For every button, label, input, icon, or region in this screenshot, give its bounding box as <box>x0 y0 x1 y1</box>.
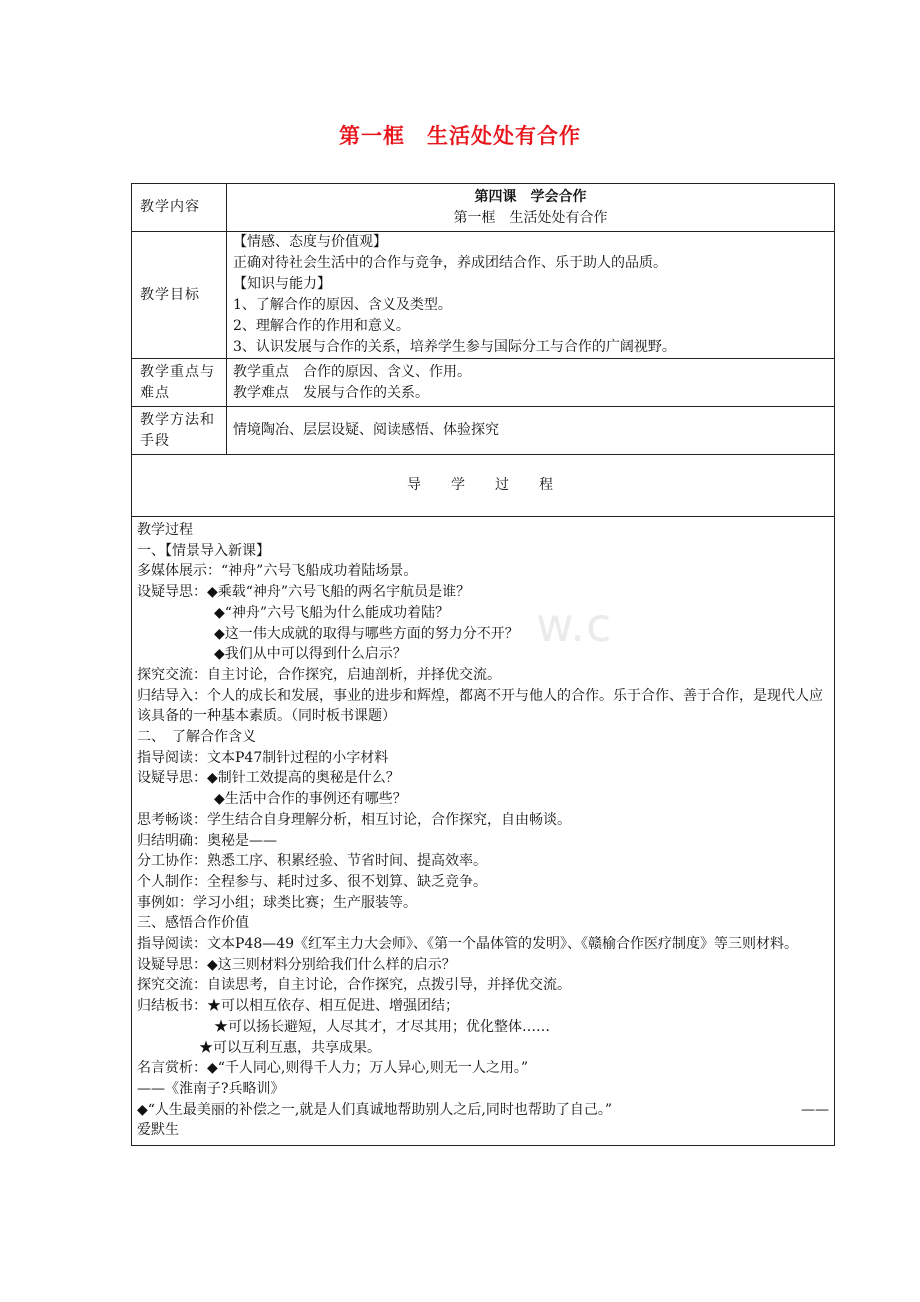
process-line: 思考畅谈：学生结合自身理解分析，相互讨论，合作探究，自由畅谈。 <box>137 811 571 828</box>
goal-line: 正确对待社会生活中的合作与竞争，养成团结合作、乐于助人的品质。 <box>233 255 667 271</box>
cell-methods: 情境陶冶、层层设疑、阅读感悟、体验探究 <box>227 407 835 455</box>
process-line: ◆“人生最美丽的补偿之一,就是人们真诚地帮助别人之后,同时也帮助了自己。” <box>137 1101 612 1118</box>
process-line: 分工协作：熟悉工序、积累经验、节省时间、提高效率。 <box>137 853 487 870</box>
process-line: 设疑导思：◆乘载“神舟”六号飞船的两名宇航员是谁？ <box>137 584 471 601</box>
process-line: ——《淮南子?兵略训》 <box>137 1080 285 1097</box>
label-teaching-goals: 教学目标 <box>132 232 227 359</box>
focus-line: 教学难点 发展与合作的关系。 <box>233 384 429 401</box>
process-line: 多媒体展示：“神舟”六号飞船成功着陆场景。 <box>137 563 418 580</box>
row-teaching-content <box>132 184 835 232</box>
process-heading: 教学过程 <box>137 522 193 538</box>
process-line: 指导阅读：文本P48—49《红军主力大会师》、《第一个晶体管的发明》、《赣榆合作医疗制度》等三则材料。 <box>137 936 799 953</box>
process-line: ★可以互利互惠，共享成果。 <box>199 1039 381 1056</box>
row-process <box>132 517 835 1146</box>
cell-focus <box>227 359 835 407</box>
label-teaching-content: 教学内容 <box>132 184 227 232</box>
page-title: 第一框 生活处处有合作 <box>339 124 581 148</box>
process-line: 归结板书：★可以相互依存、相互促进、增强团结； <box>137 998 459 1015</box>
goal-line: 3、认识发展与合作的关系，培养学生参与国际分工与合作的广阔视野。 <box>233 339 676 355</box>
cell-process <box>132 517 835 1146</box>
process-line: ◆我们从中可以得到什么启示？ <box>214 646 407 663</box>
process-line: 探究交流：自主讨论，合作探究，启迪剖析，并择优交流。 <box>137 666 501 683</box>
process-line: 个人制作：全程参与、耗时过多、很不划算、缺乏竞争。 <box>137 873 487 890</box>
process-line: ◆“神舟”六号飞船为什么能成功着陆？ <box>214 604 450 621</box>
focus-line: 教学重点 合作的原因、含义、作用。 <box>233 363 471 380</box>
process-line: ★可以扬长避短，人尽其才，才尽其用；优化整体…… <box>214 1018 550 1035</box>
process-line: 事例如：学习小组；球类比赛；生产服装等。 <box>137 894 417 911</box>
lesson-title: 第四课 学会合作 <box>474 188 587 205</box>
process-line: 归结明确：奥秘是—— <box>137 832 277 849</box>
goal-line: 2、理解合作的作用和意义。 <box>233 318 410 334</box>
process-line: 爱默生 <box>137 1122 179 1139</box>
label-methods: 教学方法和手段 <box>132 407 227 455</box>
process-line: 归结导入：个人的成长和发展，事业的进步和辉煌，都离不开与他人的合作。乐于合作、善于合作，是现代人应该具备的一种基本素质。（同时板书课题） <box>137 687 823 725</box>
process-line: 二、 了解合作含义 <box>137 729 256 746</box>
goal-line: 【知识与能力】 <box>233 276 331 292</box>
quote-line <box>137 1100 829 1121</box>
process-line: 三、感悟合作价值 <box>137 915 249 932</box>
process-line: 设疑导思：◆这三则材料分别给我们什么样的启示？ <box>137 956 456 973</box>
process-line: 名言赏析：◆“千人同心,则得千人力；万人异心,则无一人之用。” <box>137 1060 528 1077</box>
row-methods <box>132 407 835 455</box>
row-focus <box>132 359 835 407</box>
process-line: 一、【情景导入新课】 <box>137 542 270 559</box>
process-line: —— <box>801 1101 829 1118</box>
process-line: 设疑导思：◆制针工效提高的奥秘是什么？ <box>137 770 400 787</box>
process-line: 指导阅读：文本P47制针过程的小字材料 <box>137 749 389 766</box>
cell-teaching-content <box>227 184 835 232</box>
frame-title: 第一框 生活处处有合作 <box>453 209 608 226</box>
row-guide-heading <box>132 455 835 517</box>
process-line: ◆生活中合作的事例还有哪些？ <box>214 791 407 808</box>
process-line: ◆这一伟大成就的取得与哪些方面的努力分不开？ <box>214 625 519 642</box>
row-teaching-goals <box>132 232 835 359</box>
goal-line: 【情感、态度与价值观】 <box>233 234 387 250</box>
guide-heading: 导学过程 <box>132 455 835 517</box>
watermark: w.c <box>536 598 613 652</box>
process-line: 探究交流：自读思考，自主讨论，合作探究，点拨引导，并择优交流。 <box>137 977 571 994</box>
goal-line: 1、了解合作的原因、含义及类型。 <box>233 297 452 313</box>
cell-teaching-goals <box>227 232 835 359</box>
label-focus: 教学重点与难点 <box>132 359 227 407</box>
lesson-plan-table <box>131 183 835 1146</box>
